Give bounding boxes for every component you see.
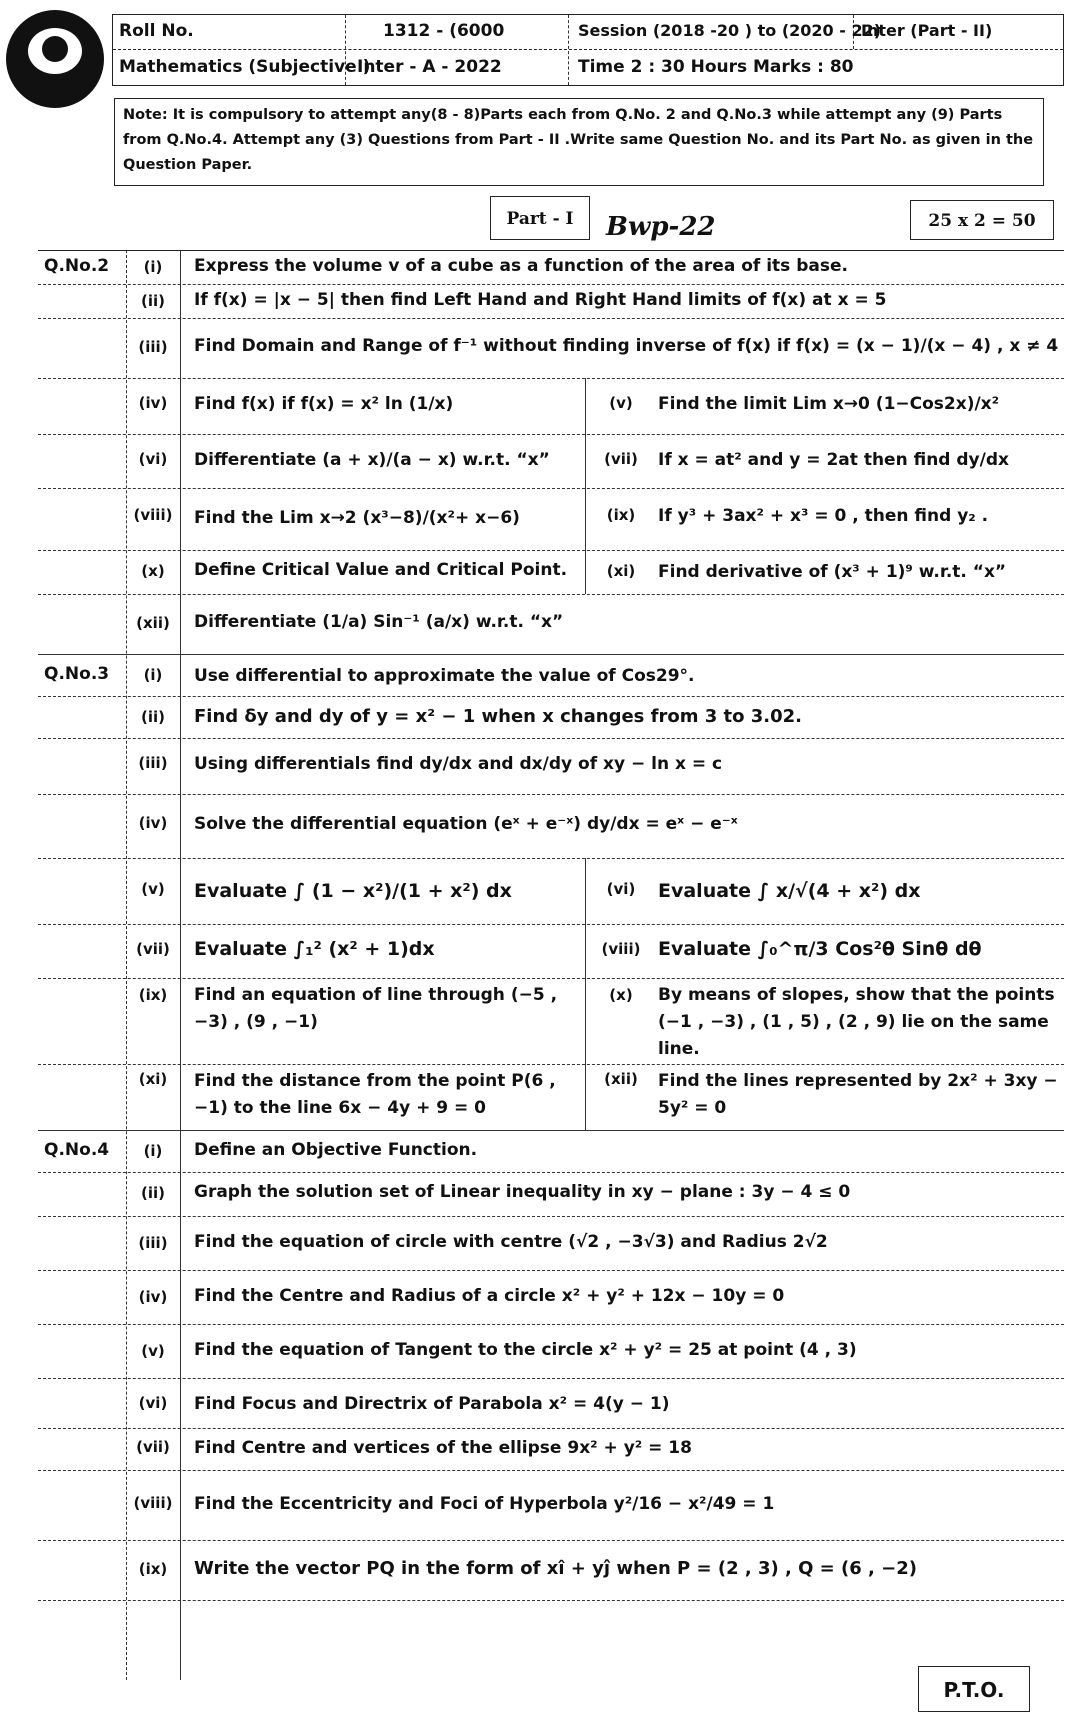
question-text: Differentiate (1/a) Sin⁻¹ (a/x) w.r.t. “x” [194, 612, 564, 632]
q4-row-iii [38, 1216, 1064, 1271]
question-text: Find the Lim x→2 (x³−8)/(x²+ x−6) [194, 508, 520, 528]
q2-row-viii-ix [38, 488, 1064, 551]
part-number: (iv) [138, 814, 168, 832]
question-text: Find the limit Lim x→0 (1−Cos2x)/x² [658, 394, 1000, 414]
part-number: (iii) [138, 338, 168, 356]
question-text: If f(x) = |x − 5| then find Left Hand and Right Hand limits of f(x) at x = 5 [194, 290, 887, 310]
part-number: (vii) [136, 1438, 170, 1456]
part-number: (ii) [141, 292, 165, 310]
question-text: If y³ + 3ax² + x³ = 0 , then find y₂ . [658, 506, 989, 526]
question-text: Find Focus and Directrix of Parabola x² = 4(y − 1) [194, 1394, 670, 1414]
question-text: Find the Eccentricity and Foci of Hyperbola y²/16 − x²/49 = 1 [194, 1494, 775, 1514]
q2-row-xii [38, 594, 1064, 655]
q3-row-iii [38, 738, 1064, 795]
question-text: Define Critical Value and Critical Point. [194, 560, 568, 580]
q3-row-xi-xii [38, 1064, 1064, 1131]
paper-header [112, 14, 1064, 86]
part-number: (xii) [136, 614, 170, 632]
part-number: (vii) [136, 940, 170, 958]
part-number: (ix) [138, 986, 168, 1004]
part-number: (v) [141, 880, 165, 898]
q2-row-ii [38, 284, 1064, 319]
question-text: Using differentials find dy/dx and dx/dy of xy − ln x = c [194, 754, 723, 774]
question-text: Express the volume v of a cube as a function of the area of its base. [194, 256, 848, 276]
part-number: (iv) [138, 394, 168, 412]
question-text: Graph the solution set of Linear inequality in xy − plane : 3y − 4 ≤ 0 [194, 1182, 851, 1202]
question-text: Find the equation of circle with centre (√2 , −3√3) and Radius 2√2 [194, 1232, 828, 1252]
question-text: Solve the differential equation (eˣ + e⁻ˣ) dy/dx = eˣ − e⁻ˣ [194, 814, 738, 834]
part-number: (viii) [133, 1494, 173, 1512]
question-text: Find the lines represented by 2x² + 3xy − 5y² = 0 [658, 1071, 1058, 1118]
q2-row-i [38, 250, 1064, 285]
part-number: (v) [609, 394, 633, 412]
question-text: Write the vector PQ in the form of xî + yĵ when P = (2 , 3) , Q = (6 , −2) [194, 1558, 917, 1579]
group: Inter - A - 2022 [357, 57, 502, 77]
part-number: (viii) [133, 506, 173, 524]
q2-row-x-xi [38, 550, 1064, 595]
question-text: Find Domain and Range of f⁻¹ without finding inverse of f(x) if f(x) = (x − 1)/(x − 4) , x ≠ 4 [194, 336, 1059, 356]
question-text: Evaluate ∫₀^π/3 Cos²θ Sinθ dθ [658, 938, 982, 960]
part-label: Part - I [490, 196, 590, 240]
q3-row-v-vi [38, 858, 1064, 925]
question-text: Differentiate (a + x)/(a − x) w.r.t. “x” [194, 450, 550, 470]
part-number: (v) [141, 1342, 165, 1360]
q4-row-viii [38, 1470, 1064, 1541]
part-number: (ix) [138, 1560, 168, 1578]
question-text: Define an Objective Function. [194, 1140, 478, 1160]
question-text: Find the distance from the point P(6 , −1) to the line 6x − 4y + 9 = 0 [194, 1071, 556, 1118]
question-text: Use differential to approximate the value of Cos29°. [194, 666, 695, 686]
part-number: (iii) [138, 1234, 168, 1252]
part-number: (x) [141, 562, 165, 580]
question-text: Find Centre and vertices of the ellipse 9x² + y² = 18 [194, 1438, 692, 1458]
board-logo [6, 10, 104, 108]
q3-row-i [38, 654, 1064, 697]
q3-row-ii [38, 696, 1064, 739]
question-table [38, 250, 1064, 1680]
q2-row-vi-vii [38, 434, 1064, 489]
question-text: By means of slopes, show that the points (−1 , −3) , (1 , 5) , (2 , 9) lie on the same line. [658, 985, 1055, 1059]
part-number: (vii) [604, 450, 638, 468]
question-text: Find the Centre and Radius of a circle x² + y² + 12x − 10y = 0 [194, 1286, 785, 1306]
part-number: (iv) [138, 1288, 168, 1306]
q4-row-iv [38, 1270, 1064, 1325]
question-text: Find f(x) if f(x) = x² ln (1/x) [194, 394, 454, 414]
part-number: (ix) [606, 506, 636, 524]
subject: Mathematics (Subjective ) [119, 57, 371, 77]
handwritten-note: Bwp-22 [606, 212, 716, 242]
question-text: Find derivative of (x³ + 1)⁹ w.r.t. “x” [658, 562, 1007, 582]
part-number: (vi) [138, 450, 168, 468]
question-text: Evaluate ∫ x/√(4 + x²) dx [658, 880, 921, 902]
part-number: (xi) [138, 1070, 168, 1088]
marks: Marks : 80 [753, 57, 854, 77]
q4-label: Q.No.4 [44, 1140, 110, 1160]
q4-row-v [38, 1324, 1064, 1379]
instructions-note: Note: It is compulsory to attempt any(8 - 8)Parts each from Q.No. 2 and Q.No.3 while attempt any (9) Parts from Q.No.4. Attempt any (3) Questions from Part - II .Write same Question No. and its Part No. as given in the Question Paper. [114, 98, 1044, 186]
part-number: (iii) [138, 754, 168, 772]
q3-row-vii-viii [38, 924, 1064, 979]
q4-row-ix [38, 1540, 1064, 1601]
part-number: (viii) [601, 940, 641, 958]
part-number: (i) [143, 258, 163, 276]
roll-no-label: Roll No. [119, 21, 194, 41]
q4-row-vii [38, 1428, 1064, 1471]
q2-label: Q.No.2 [44, 256, 110, 276]
q4-row-i [38, 1130, 1064, 1173]
time: Time 2 : 30 Hours [578, 57, 748, 77]
part-number: (i) [143, 1142, 163, 1160]
q4-row-ii [38, 1172, 1064, 1217]
q2-row-iv-v [38, 378, 1064, 435]
paper-code: 1312 - (6000 [383, 21, 505, 41]
marks-box: 25 x 2 = 50 [910, 200, 1054, 240]
part-number: (xii) [604, 1070, 638, 1088]
inter-part: Inter (Part - II) [861, 21, 993, 40]
session: Session (2018 -20 ) to (2020 - 22) [578, 21, 882, 40]
q3-row-iv [38, 794, 1064, 859]
q4-row-vi [38, 1378, 1064, 1429]
part-number: (vi) [138, 1394, 168, 1412]
part-number: (vi) [606, 880, 636, 898]
q2-row-iii [38, 318, 1064, 379]
part-number: (ii) [141, 708, 165, 726]
pto-box: P.T.O. [918, 1666, 1030, 1712]
question-text: Find an equation of line through (−5 , −3) , (9 , −1) [194, 985, 558, 1032]
question-text: Find the equation of Tangent to the circle x² + y² = 25 at point (4 , 3) [194, 1340, 857, 1360]
question-text: Evaluate ∫ (1 − x²)/(1 + x²) dx [194, 880, 512, 902]
part-number: (i) [143, 666, 163, 684]
part-number: (xi) [606, 562, 636, 580]
question-text: Find δy and dy of y = x² − 1 when x changes from 3 to 3.02. [194, 706, 803, 727]
question-text: If x = at² and y = 2at then find dy/dx [658, 450, 1009, 470]
q3-label: Q.No.3 [44, 664, 110, 684]
part-number: (x) [609, 986, 633, 1004]
question-text: Evaluate ∫₁² (x² + 1)dx [194, 938, 435, 960]
part-number: (ii) [141, 1184, 165, 1202]
q3-row-ix-x [38, 978, 1064, 1065]
